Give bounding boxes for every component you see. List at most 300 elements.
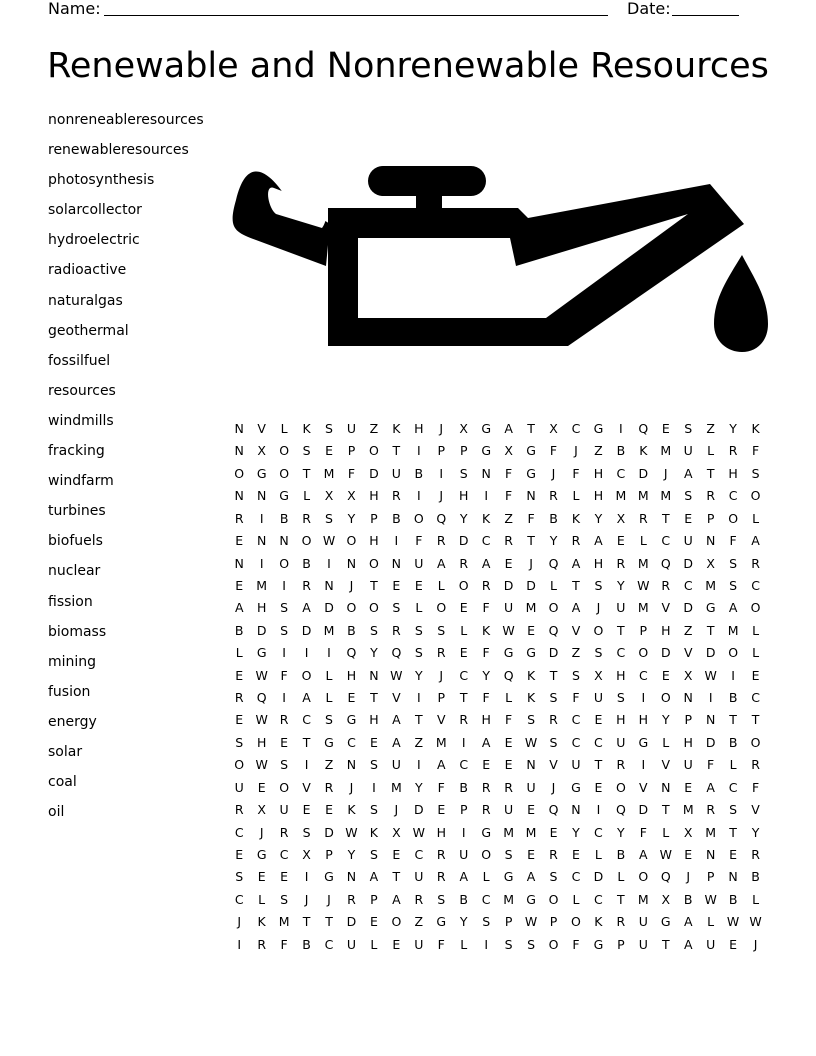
grid-letter[interactable]: N — [256, 533, 267, 549]
grid-letter[interactable]: Q — [638, 421, 649, 436]
grid-letter[interactable]: W — [637, 577, 650, 593]
grid-letter[interactable]: T — [527, 533, 535, 549]
grid-letter[interactable]: W — [255, 667, 268, 683]
grid-letter[interactable]: R — [436, 846, 446, 862]
grid-letter[interactable]: I — [416, 690, 421, 706]
grid-letter[interactable]: C — [594, 824, 603, 840]
grid-letter[interactable]: N — [705, 533, 716, 549]
grid-letter[interactable]: L — [460, 936, 468, 952]
grid-letter[interactable]: Y — [617, 824, 625, 840]
grid-letter[interactable]: N — [346, 869, 357, 885]
grid-letter[interactable]: O — [728, 510, 739, 526]
grid-letter[interactable]: M — [525, 600, 537, 616]
grid-letter[interactable]: D — [638, 802, 649, 818]
grid-letter[interactable]: O — [346, 533, 357, 549]
grid-letter[interactable]: L — [437, 577, 445, 593]
grid-letter[interactable]: Z — [414, 734, 424, 750]
grid-letter[interactable]: X — [594, 667, 603, 683]
grid-letter[interactable]: P — [370, 510, 378, 526]
grid-letter[interactable]: H — [481, 712, 491, 728]
grid-letter[interactable]: G — [279, 488, 289, 504]
grid-letter[interactable]: U — [279, 802, 289, 818]
grid-letter[interactable]: R — [504, 779, 513, 795]
grid-letter[interactable]: U — [571, 757, 581, 773]
grid-letter[interactable]: U — [616, 734, 626, 750]
grid-letter[interactable]: E — [235, 533, 244, 549]
grid-letter[interactable]: V — [639, 779, 648, 795]
grid-letter[interactable]: M — [503, 824, 514, 840]
grid-letter[interactable]: M — [390, 779, 402, 795]
grid-letter[interactable]: N — [705, 846, 716, 862]
grid-letter[interactable]: H — [414, 421, 424, 436]
grid-letter[interactable]: S — [392, 600, 401, 616]
grid-letter[interactable]: O — [571, 914, 581, 930]
grid-letter[interactable]: N — [234, 443, 244, 459]
grid-letter[interactable]: Z — [324, 757, 334, 773]
grid-letter[interactable]: J — [304, 891, 309, 907]
grid-letter[interactable]: R — [638, 510, 648, 526]
grid-letter[interactable]: F — [527, 510, 535, 526]
grid-letter[interactable]: N — [391, 555, 402, 571]
grid-letter[interactable]: R — [234, 510, 244, 526]
grid-letter[interactable]: M — [727, 622, 739, 638]
grid-letter[interactable]: N — [705, 712, 716, 728]
grid-letter[interactable]: C — [571, 421, 581, 436]
grid-letter[interactable]: Y — [347, 510, 356, 526]
grid-letter[interactable]: C — [459, 757, 469, 773]
grid-letter[interactable]: R — [616, 555, 626, 571]
grid-letter[interactable]: M — [660, 488, 672, 504]
grid-letter[interactable]: T — [572, 577, 580, 593]
grid-letter[interactable]: M — [637, 555, 649, 571]
grid-letter[interactable]: E — [482, 757, 491, 773]
grid-letter[interactable]: E — [504, 555, 513, 571]
grid-letter[interactable]: R — [751, 846, 760, 862]
grid-letter[interactable]: P — [504, 914, 513, 930]
grid-letter[interactable]: O — [234, 465, 245, 481]
grid-letter[interactable]: E — [549, 824, 558, 840]
grid-letter[interactable]: U — [616, 600, 626, 616]
grid-letter[interactable]: D — [324, 600, 334, 616]
grid-letter[interactable]: N — [256, 488, 267, 504]
grid-letter[interactable]: V — [436, 712, 446, 728]
grid-letter[interactable]: L — [482, 869, 490, 885]
grid-letter[interactable]: I — [372, 779, 376, 795]
grid-letter[interactable]: L — [572, 891, 580, 907]
grid-letter[interactable]: S — [369, 802, 378, 818]
grid-letter[interactable]: I — [259, 555, 264, 571]
grid-letter[interactable]: D — [503, 577, 514, 593]
grid-letter[interactable]: R — [459, 555, 469, 571]
grid-letter[interactable]: E — [527, 802, 536, 818]
grid-letter[interactable]: E — [504, 734, 513, 750]
grid-letter[interactable]: C — [638, 667, 648, 683]
grid-letter[interactable]: T — [527, 421, 535, 436]
grid-letter[interactable]: I — [394, 533, 399, 549]
grid-letter[interactable]: S — [325, 712, 333, 728]
grid-letter[interactable]: H — [459, 488, 469, 504]
grid-letter[interactable]: E — [459, 600, 468, 616]
grid-letter[interactable]: E — [684, 510, 693, 526]
grid-letter[interactable]: C — [594, 891, 603, 907]
grid-letter[interactable]: L — [325, 690, 333, 706]
grid-letter[interactable]: D — [526, 577, 536, 593]
grid-letter[interactable]: F — [505, 712, 513, 728]
grid-letter[interactable]: V — [683, 645, 693, 661]
grid-letter[interactable]: L — [752, 510, 760, 526]
grid-letter[interactable]: R — [751, 757, 760, 773]
grid-letter[interactable]: F — [751, 779, 760, 795]
grid-letter[interactable]: G — [705, 600, 716, 616]
grid-letter[interactable]: X — [504, 443, 513, 459]
grid-letter[interactable]: Q — [660, 869, 671, 885]
grid-letter[interactable]: T — [661, 936, 670, 952]
grid-letter[interactable]: I — [327, 555, 331, 571]
grid-letter[interactable]: I — [461, 734, 466, 750]
grid-letter[interactable]: P — [617, 936, 625, 952]
grid-letter[interactable]: H — [683, 734, 693, 750]
grid-letter[interactable]: H — [728, 465, 738, 481]
grid-letter[interactable]: E — [527, 622, 536, 638]
grid-letter[interactable]: G — [638, 734, 649, 750]
grid-letter[interactable]: U — [504, 600, 514, 616]
grid-letter[interactable]: R — [728, 443, 738, 459]
grid-letter[interactable]: B — [234, 622, 244, 638]
grid-letter[interactable]: X — [616, 510, 626, 526]
grid-letter[interactable]: Y — [751, 824, 760, 840]
grid-letter[interactable]: S — [459, 465, 468, 481]
grid-letter[interactable]: T — [302, 465, 311, 481]
grid-letter[interactable]: M — [435, 734, 447, 750]
grid-letter[interactable]: U — [391, 465, 401, 481]
grid-letter[interactable]: T — [617, 622, 625, 638]
grid-letter[interactable]: U — [683, 757, 693, 773]
grid-letter[interactable]: K — [369, 824, 378, 840]
grid-letter[interactable]: T — [729, 824, 737, 840]
grid-letter[interactable]: F — [707, 757, 715, 773]
grid-letter[interactable]: W — [390, 667, 403, 683]
grid-letter[interactable]: M — [660, 443, 672, 459]
grid-letter[interactable]: J — [551, 465, 556, 481]
grid-letter[interactable]: S — [729, 577, 738, 593]
grid-letter[interactable]: G — [503, 869, 514, 885]
grid-letter[interactable]: A — [728, 600, 738, 616]
grid-letter[interactable]: I — [416, 488, 421, 504]
grid-letter[interactable]: O — [750, 734, 761, 750]
grid-letter[interactable]: K — [392, 421, 401, 436]
grid-letter[interactable]: S — [302, 443, 311, 459]
grid-letter[interactable]: O — [481, 846, 492, 862]
grid-letter[interactable]: U — [346, 421, 357, 436]
grid-letter[interactable]: T — [549, 667, 558, 683]
grid-letter[interactable]: P — [706, 510, 715, 526]
grid-letter[interactable]: T — [706, 622, 715, 638]
grid-letter[interactable]: J — [259, 824, 264, 840]
grid-letter[interactable]: F — [415, 533, 423, 549]
grid-letter[interactable]: T — [392, 443, 401, 459]
grid-letter[interactable]: C — [459, 667, 469, 683]
grid-letter[interactable]: F — [482, 645, 490, 661]
grid-letter[interactable]: T — [392, 869, 401, 885]
grid-letter[interactable]: Q — [346, 645, 357, 661]
grid-letter[interactable]: S — [729, 802, 738, 818]
grid-letter[interactable]: Q — [256, 690, 267, 706]
grid-letter[interactable]: W — [255, 757, 268, 773]
grid-letter[interactable]: R — [302, 577, 311, 593]
grid-letter[interactable]: M — [637, 600, 649, 616]
grid-letter[interactable]: R — [436, 533, 446, 549]
grid-letter[interactable]: E — [527, 846, 536, 862]
grid-letter[interactable]: U — [234, 779, 244, 795]
grid-letter[interactable]: S — [482, 914, 491, 930]
grid-letter[interactable]: N — [661, 779, 671, 795]
grid-letter[interactable]: D — [705, 645, 716, 661]
grid-letter[interactable]: N — [728, 869, 738, 885]
grid-letter[interactable]: T — [325, 914, 333, 930]
grid-letter[interactable]: B — [751, 869, 760, 885]
grid-letter[interactable]: K — [482, 510, 491, 526]
grid-letter[interactable]: A — [481, 555, 491, 571]
grid-letter[interactable]: R — [257, 936, 266, 952]
grid-letter[interactable]: R — [302, 510, 311, 526]
grid-letter[interactable]: U — [391, 757, 401, 773]
grid-letter[interactable]: R — [616, 757, 626, 773]
grid-letter[interactable]: J — [349, 577, 354, 593]
grid-letter[interactable]: S — [437, 891, 446, 907]
grid-letter[interactable]: G — [593, 936, 604, 952]
grid-letter[interactable]: J — [663, 465, 668, 481]
grid-letter[interactable]: M — [637, 488, 649, 504]
grid-letter[interactable]: R — [392, 622, 401, 638]
grid-letter[interactable]: E — [369, 914, 378, 930]
grid-letter[interactable]: E — [392, 577, 401, 593]
grid-letter[interactable]: Y — [414, 779, 423, 795]
grid-letter[interactable]: T — [370, 577, 378, 593]
grid-letter[interactable]: F — [482, 600, 490, 616]
grid-letter[interactable]: L — [617, 869, 625, 885]
grid-letter[interactable]: N — [234, 421, 244, 436]
grid-letter[interactable]: R — [549, 712, 558, 728]
grid-letter[interactable]: L — [752, 891, 760, 907]
grid-letter[interactable]: Y — [459, 914, 468, 930]
grid-letter[interactable]: J — [394, 802, 399, 818]
grid-letter[interactable]: W — [322, 533, 336, 549]
grid-letter[interactable]: Z — [571, 645, 581, 661]
grid-letter[interactable]: Y — [729, 421, 737, 436]
grid-letter[interactable]: N — [369, 667, 379, 683]
grid-letter[interactable]: L — [639, 533, 647, 549]
grid-letter[interactable]: G — [346, 712, 357, 728]
grid-letter[interactable]: E — [325, 802, 333, 818]
grid-letter[interactable]: S — [325, 421, 333, 436]
grid-letter[interactable]: S — [572, 667, 580, 683]
grid-letter[interactable]: P — [325, 846, 333, 862]
grid-letter[interactable]: D — [458, 533, 469, 549]
grid-letter[interactable]: Y — [414, 667, 423, 683]
grid-letter[interactable]: B — [459, 779, 468, 795]
grid-letter[interactable]: I — [304, 869, 309, 885]
grid-letter[interactable]: J — [686, 869, 691, 885]
grid-letter[interactable]: A — [504, 421, 513, 436]
grid-letter[interactable]: W — [524, 914, 538, 930]
grid-letter[interactable]: G — [481, 824, 491, 840]
grid-letter[interactable]: I — [282, 577, 286, 593]
grid-letter[interactable]: I — [416, 757, 421, 773]
grid-letter[interactable]: L — [235, 645, 243, 661]
grid-letter[interactable]: J — [596, 600, 601, 616]
grid-letter[interactable]: Y — [661, 712, 670, 728]
grid-letter[interactable]: Z — [414, 914, 424, 930]
grid-letter[interactable]: E — [392, 846, 401, 862]
grid-letter[interactable]: E — [392, 936, 401, 952]
grid-letter[interactable]: U — [638, 936, 648, 952]
grid-letter[interactable]: J — [551, 779, 556, 795]
grid-letter[interactable]: S — [235, 734, 244, 750]
grid-letter[interactable]: R — [661, 577, 671, 593]
grid-letter[interactable]: Y — [459, 510, 468, 526]
grid-letter[interactable]: O — [728, 645, 739, 661]
grid-letter[interactable]: S — [302, 824, 311, 840]
grid-letter[interactable]: R — [279, 712, 289, 728]
grid-letter[interactable]: F — [549, 443, 558, 459]
grid-letter[interactable]: W — [255, 712, 268, 728]
grid-letter[interactable]: W — [502, 622, 515, 638]
grid-letter[interactable]: O — [548, 936, 559, 952]
grid-letter[interactable]: J — [327, 891, 331, 907]
grid-letter[interactable]: O — [368, 600, 379, 616]
grid-letter[interactable]: P — [459, 802, 468, 818]
grid-letter[interactable]: T — [751, 712, 760, 728]
grid-letter[interactable]: Q — [660, 555, 671, 571]
grid-letter[interactable]: E — [414, 577, 423, 593]
grid-letter[interactable]: R — [436, 869, 446, 885]
grid-letter[interactable]: L — [594, 846, 602, 862]
grid-letter[interactable]: A — [571, 555, 581, 571]
grid-letter[interactable]: R — [347, 891, 356, 907]
grid-letter[interactable]: P — [347, 443, 356, 459]
grid-letter[interactable]: I — [641, 690, 646, 706]
grid-letter[interactable]: Y — [482, 667, 490, 683]
grid-letter[interactable]: N — [571, 802, 581, 818]
grid-letter[interactable]: H — [661, 622, 671, 638]
grid-letter[interactable]: I — [416, 443, 421, 459]
grid-letter[interactable]: E — [235, 846, 244, 862]
grid-letter[interactable]: A — [436, 757, 446, 773]
grid-letter[interactable]: E — [684, 779, 693, 795]
grid-letter[interactable]: W — [412, 824, 425, 840]
grid-letter[interactable]: T — [414, 712, 423, 728]
grid-letter[interactable]: A — [683, 936, 693, 952]
grid-letter[interactable]: S — [369, 622, 378, 638]
grid-letter[interactable]: D — [413, 802, 424, 818]
grid-letter[interactable]: A — [526, 869, 536, 885]
grid-letter[interactable]: N — [324, 577, 334, 593]
grid-letter[interactable]: E — [437, 802, 446, 818]
grid-letter[interactable]: A — [683, 465, 693, 481]
grid-letter[interactable]: C — [279, 846, 289, 862]
grid-letter[interactable]: A — [234, 600, 244, 616]
grid-letter[interactable]: T — [706, 465, 715, 481]
grid-letter[interactable]: J — [349, 779, 354, 795]
grid-letter[interactable]: H — [256, 600, 267, 616]
grid-letter[interactable]: Z — [594, 443, 603, 459]
grid-letter[interactable]: I — [484, 488, 488, 504]
grid-letter[interactable]: O — [548, 891, 559, 907]
grid-letter[interactable]: I — [439, 465, 444, 481]
grid-letter[interactable]: O — [368, 555, 379, 571]
grid-letter[interactable]: E — [347, 690, 356, 706]
grid-letter[interactable]: O — [301, 667, 312, 683]
grid-letter[interactable]: F — [437, 779, 445, 795]
grid-letter[interactable]: L — [662, 824, 670, 840]
grid-letter[interactable]: G — [526, 443, 536, 459]
grid-letter[interactable]: R — [706, 802, 715, 818]
grid-letter[interactable]: U — [683, 443, 693, 459]
grid-letter[interactable]: S — [414, 622, 423, 638]
grid-letter[interactable]: F — [572, 690, 580, 706]
grid-letter[interactable]: Q — [391, 645, 402, 661]
grid-letter[interactable]: D — [683, 555, 694, 571]
grid-letter[interactable]: U — [459, 846, 469, 862]
grid-letter[interactable]: E — [257, 869, 266, 885]
grid-letter[interactable]: V — [549, 757, 558, 773]
grid-letter[interactable]: P — [437, 690, 446, 706]
grid-letter[interactable]: H — [616, 712, 626, 728]
grid-letter[interactable]: O — [368, 443, 379, 459]
grid-letter[interactable]: F — [437, 936, 445, 952]
grid-letter[interactable]: W — [524, 734, 538, 750]
grid-letter[interactable]: D — [301, 622, 312, 638]
grid-letter[interactable]: S — [504, 936, 513, 952]
grid-letter[interactable]: Z — [706, 421, 715, 436]
grid-letter[interactable]: F — [482, 690, 490, 706]
grid-letter[interactable]: H — [616, 667, 626, 683]
grid-letter[interactable]: U — [414, 936, 424, 952]
grid-letter[interactable]: B — [302, 555, 311, 571]
grid-letter[interactable]: P — [370, 891, 378, 907]
grid-letter[interactable]: R — [279, 824, 289, 840]
grid-letter[interactable]: S — [325, 510, 333, 526]
grid-letter[interactable]: L — [460, 622, 468, 638]
grid-letter[interactable]: H — [593, 465, 604, 481]
grid-letter[interactable]: E — [235, 577, 244, 593]
grid-letter[interactable]: E — [729, 936, 738, 952]
grid-letter[interactable]: M — [256, 577, 268, 593]
grid-letter[interactable]: U — [526, 779, 536, 795]
name-input-line[interactable] — [104, 15, 608, 16]
grid-letter[interactable]: V — [302, 779, 311, 795]
grid-letter[interactable]: L — [662, 734, 670, 750]
grid-letter[interactable]: J — [237, 914, 242, 930]
grid-letter[interactable]: K — [347, 802, 356, 818]
grid-letter[interactable]: L — [707, 443, 715, 459]
grid-letter[interactable]: U — [638, 914, 648, 930]
grid-letter[interactable]: A — [302, 600, 311, 616]
grid-letter[interactable]: M — [323, 465, 335, 481]
grid-letter[interactable]: J — [529, 555, 533, 571]
grid-letter[interactable]: D — [548, 645, 559, 661]
grid-letter[interactable]: F — [347, 465, 356, 481]
grid-letter[interactable]: D — [683, 600, 694, 616]
grid-letter[interactable]: J — [439, 667, 444, 683]
grid-letter[interactable]: X — [661, 891, 671, 907]
grid-letter[interactable]: H — [346, 667, 357, 683]
grid-letter[interactable]: A — [751, 533, 760, 549]
grid-letter[interactable]: H — [256, 734, 267, 750]
grid-letter[interactable]: C — [571, 712, 581, 728]
grid-letter[interactable]: O — [391, 914, 402, 930]
grid-letter[interactable]: L — [370, 936, 378, 952]
